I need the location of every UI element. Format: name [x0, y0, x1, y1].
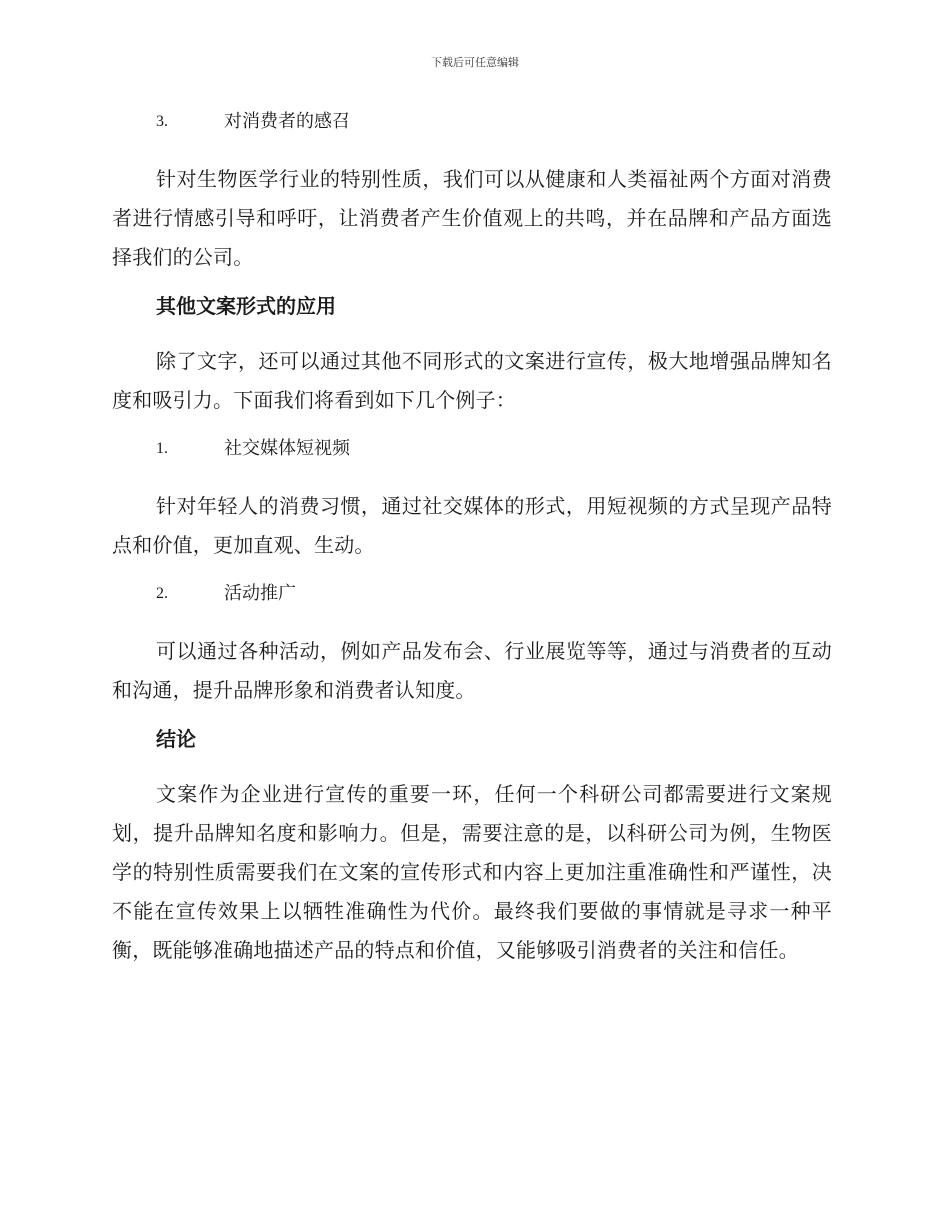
list-item-short-video: [156, 435, 832, 463]
list-item-number: 2.: [156, 585, 168, 602]
paragraph-conclusion: 文案作为企业进行宣传的重要一环，任何一个科研公司都需要进行文案规划，提升品牌知名度和影响力。但是，需要注意的是，以科研公司为例，生物医学的特别性质需要我们在文案的宣传形式和内容上更加注重准确性和严谨性，决不能在宣传效果上以牺牲准确性为代价。最终我们要做的事情就是寻求一种平衡，既能够准确地描述产品的特点和价值，又能够吸引消费者的关注和信任。: [112, 782, 832, 962]
heading-other-forms: 其他文案形式的应用: [156, 294, 336, 318]
page-header: 下载后可任意编辑: [431, 56, 519, 69]
list-item-label: 对消费者的感召: [224, 111, 350, 132]
paragraph-consumer-appeal: 针对生物医学行业的特别性质，我们可以从健康和人类福祉两个方面对消费者进行情感引导和呼吁，让消费者产生价值观上的共鸣，并在品牌和产品方面选择我们的公司。: [112, 167, 832, 269]
paragraph-event-promotion: 可以通过各种活动，例如产品发布会、行业展览等等，通过与消费者的互动和沟通，提升品牌形象和消费者认知度。: [112, 639, 832, 702]
paragraph-other-forms-intro: 除了文字，还可以通过其他不同形式的文案进行宣传，极大地增强品牌知名度和吸引力。下面我们将看到如下几个例子：: [112, 349, 832, 412]
heading-conclusion: 结论: [156, 727, 196, 751]
list-item-number: 1.: [156, 440, 168, 457]
list-item-label: 社交媒体短视频: [224, 438, 350, 459]
list-item-label: 活动推广: [224, 583, 296, 604]
paragraph-short-video: 针对年轻人的消费习惯，通过社交媒体的形式，用短视频的方式呈现产品特点和价值，更加直观、生动。: [112, 494, 832, 557]
document-body: [112, 108, 832, 985]
list-item-consumer-appeal: [156, 108, 832, 136]
list-item-event-promotion: [156, 580, 832, 608]
list-item-number: 3.: [156, 113, 168, 130]
